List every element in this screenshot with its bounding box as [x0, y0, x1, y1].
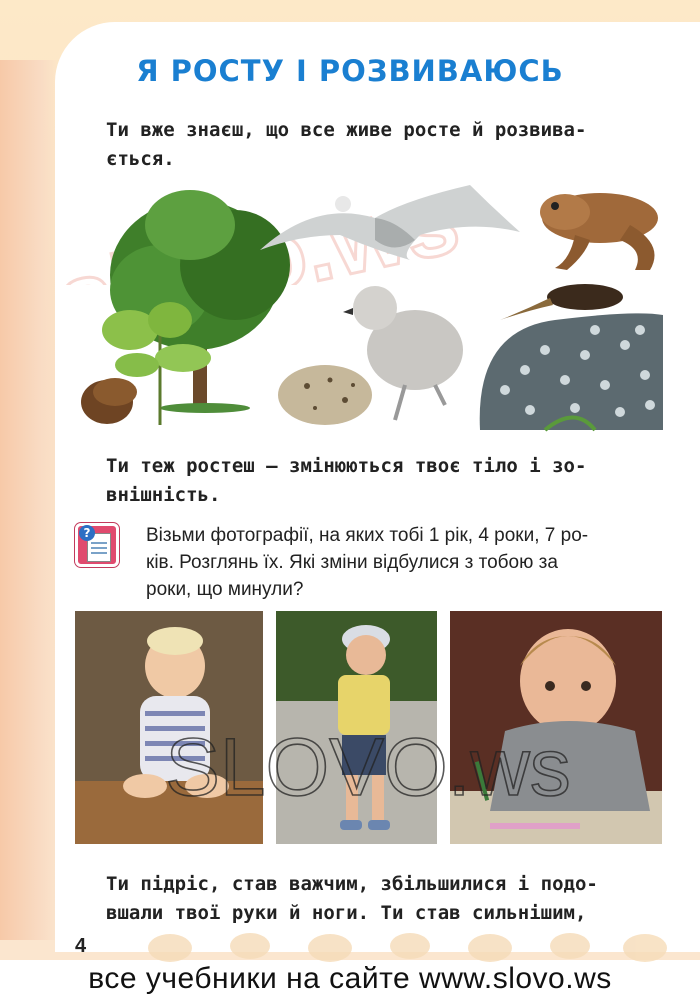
tree-image — [110, 190, 290, 413]
photo-age-4 — [276, 611, 437, 844]
paragraph-line: Ти вже знаєш, що все живе росте й розвива- — [106, 119, 587, 141]
footer-leaf-decoration — [140, 928, 680, 963]
child-photos — [75, 611, 662, 844]
task-line: ків. Розглянь їх. Які зміни відбулися з тобою за — [146, 552, 558, 573]
closing-paragraph — [106, 870, 662, 928]
paragraph-line: Ти теж ростеш – змінюються твоє тіло і зо- — [106, 455, 587, 477]
paragraph-line: вшали твої руки й ноги. Ти став сильнішим, — [106, 902, 587, 924]
tadpole-image — [500, 284, 623, 320]
photo-age-7 — [450, 611, 662, 844]
flying-gull-image — [260, 185, 520, 260]
page-number: 4 — [75, 935, 87, 957]
task-line: Візьми фотографії, на яких тобі 1 рік, 4 роки, 7 ро- — [146, 525, 589, 546]
watermark-photos-text: SLOVO.ws — [165, 722, 571, 813]
paragraph-line: ється. — [106, 148, 175, 170]
frog-spawn-image — [480, 313, 663, 430]
task-line: роки, що минули? — [146, 579, 304, 600]
acorn-image — [81, 378, 137, 424]
paragraph-line: внішність. — [106, 484, 221, 506]
page-edge-decoration — [0, 60, 60, 940]
intro-paragraph — [106, 116, 662, 174]
paragraph-line: Ти підріс, став важчим, збільшилися і подо- — [106, 873, 598, 895]
photo-age-1 — [75, 611, 263, 844]
speckled-egg-image — [278, 365, 372, 425]
task-text — [146, 522, 662, 603]
growth-paragraph — [106, 452, 662, 510]
footer-caption: все учебники на сайте www.slovo.ws — [88, 962, 612, 995]
page-title: Я РОСТУ І РОЗВИВАЮСЬ — [136, 54, 564, 88]
task-question-icon — [75, 523, 119, 567]
frog-image — [540, 193, 658, 270]
question-mark-icon: ? — [79, 525, 95, 541]
growth-illustration — [75, 180, 675, 435]
